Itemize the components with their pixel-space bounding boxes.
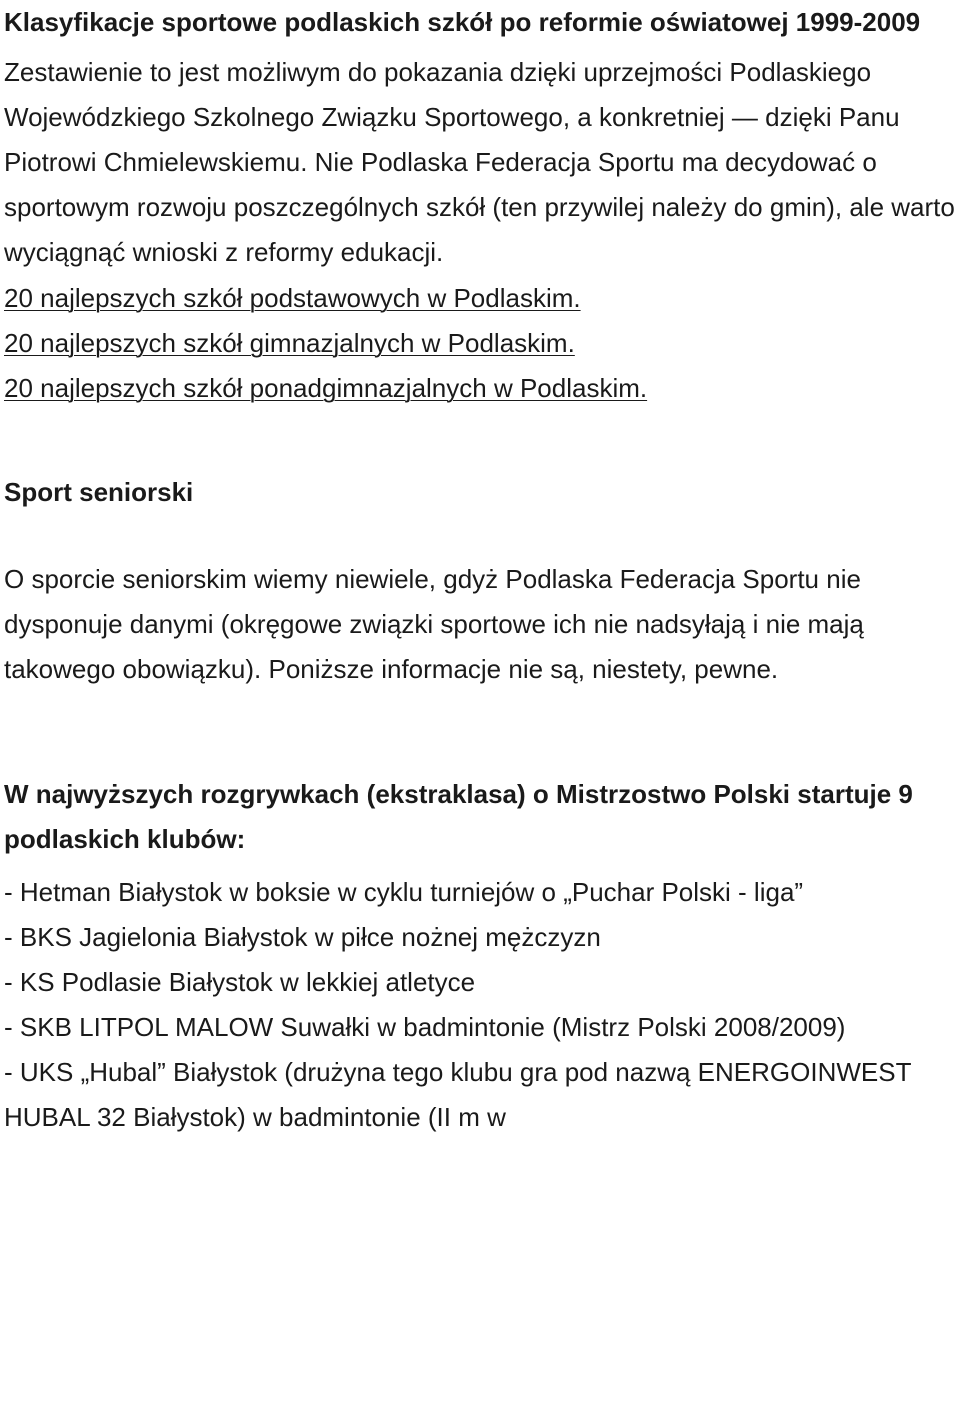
list-item: - SKB LITPOL MALOW Suwałki w badmintonie (Mistrz Polski 2008/2009) bbox=[4, 1012, 846, 1042]
clubs-section-title: W najwyższych rozgrywkach (ekstraklasa) o Mistrzostwo Polski startuje 9 podlaskich klubów: bbox=[4, 779, 913, 854]
senior-section-text: O sporcie seniorskim wiemy niewiele, gdyż Podlaska Federacja Sportu nie dysponuje danymi (okręgowe związki sportowe ich nie nadsyłają i nie mają takowego obowiązku). Poniższe informacje nie są, niestety, pewne. bbox=[4, 564, 864, 684]
list-item: - BKS Jagielonia Białystok w piłce nożnej mężczyzn bbox=[4, 922, 601, 952]
document-title: Klasyfikacje sportowe podlaskich szkół po reformie oświatowej 1999-2009 bbox=[4, 7, 921, 37]
clubs-list bbox=[4, 870, 956, 1140]
list-item: - KS Podlasie Białystok w lekkiej atletyce bbox=[4, 967, 476, 997]
intro-paragraph: Zestawienie to jest możliwym do pokazania dzięki uprzejmości Podlaskiego Wojewódzkiego Szkolnego Związku Sportowego, a konkretniej — dzięki Panu Piotrowi Chmielewskiemu. Nie Podlaska Federacja Sportu ma decydować o sportowym rozwoju poszczególnych szkół (ten przywilej należy do gmin), ale warto wyciągnąć wnioski z reformy edukacji. bbox=[4, 57, 955, 267]
document-page bbox=[4, 0, 956, 1156]
link-middle-schools[interactable]: 20 najlepszych szkół gimnazjalnych w Podlaskim. bbox=[4, 328, 575, 358]
senior-section-title: Sport seniorski bbox=[4, 477, 194, 507]
list-item: - UKS „Hubal” Białystok (drużyna tego klubu gra pod nazwą ENERGOINWEST HUBAL 32 Białystok) w badmintonie (II m w bbox=[4, 1057, 911, 1132]
link-primary-schools[interactable]: 20 najlepszych szkół podstawowych w Podlaskim. bbox=[4, 283, 581, 313]
list-item: - Hetman Białystok w boksie w cyklu turniejów o „Puchar Polski - liga” bbox=[4, 877, 804, 907]
link-secondary-schools[interactable]: 20 najlepszych szkół ponadgimnazjalnych w Podlaskim. bbox=[4, 373, 648, 403]
ranking-links bbox=[4, 285, 956, 420]
